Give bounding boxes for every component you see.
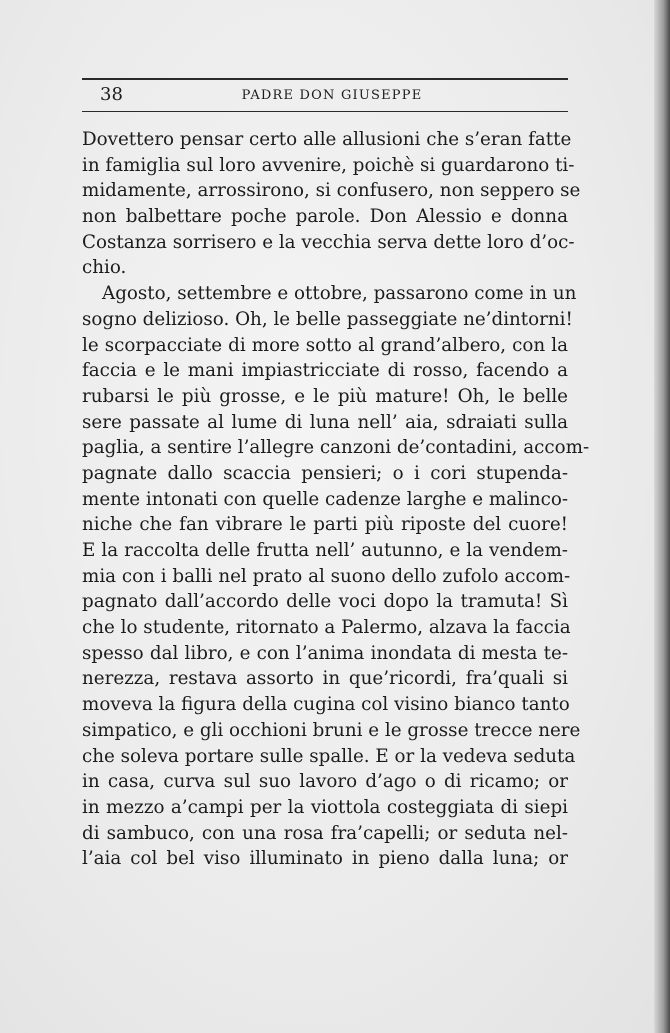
text-line: Agosto, settembre e ottobre, passarono come in un (102, 283, 577, 305)
page-number: 38 (100, 84, 123, 105)
text-line: l’aia col bel viso illuminato in pieno dalla luna; or (82, 848, 568, 870)
text-line: Costanza sorrisero e la vecchia serva dette loro d’oc- (82, 231, 575, 253)
text-line: paglia, a sentire l’allegre canzoni de’contadini, accom- (82, 437, 590, 459)
text-line: faccia e le mani impiastricciate di rosso, facendo a (82, 360, 568, 382)
text-line: rubarsi le più grosse, e le più mature! Oh, le belle (82, 385, 568, 407)
header-rule-bottom (82, 111, 568, 112)
text-line: niche che fan vibrare le parti più riposte del cuore! (82, 514, 568, 536)
page-spine-edge (654, 0, 670, 1033)
text-line: pagnate dallo scaccia pensieri; o i cori stupenda- (82, 462, 568, 484)
text-line: in casa, curva sul suo lavoro d’ago o di ricamo; or (82, 771, 568, 793)
running-title: PADRE DON GIUSEPPE (241, 88, 423, 103)
text-line: Dovettero pensar certo alle allusioni che s’eran fatte (82, 129, 572, 150)
text-line: che lo studente, ritornato a Palermo, alzava la faccia (82, 617, 571, 639)
text-line: le scorpacciate di more sotto al grand’albero, con la (82, 334, 568, 356)
text-line: simpatico, e gli occhioni bruni e le grosse trecce nere (82, 719, 581, 741)
text-line: sere passate al lume di luna nell’ aia, sdraiati sulla (82, 411, 568, 433)
text-line: mente intonati con quelle cadenze larghe e malinco- (82, 488, 569, 510)
text-line: E la raccolta delle frutta nell’ autunno, e la vendem- (82, 540, 568, 561)
text-line: chio. (82, 257, 127, 279)
text-line: pagnato dall’accordo delle voci dopo la tramuta! Sì (82, 591, 568, 613)
text-line: spesso dal libro, e con l’anima inondata di mesta te- (82, 642, 568, 664)
text-line: non balbettare poche parole. Don Alessio e donna (82, 206, 568, 228)
text-line: che soleva portare sulle spalle. E or la vedeva seduta (82, 745, 576, 767)
text-line: mia con i balli nel prato al suono dello zufolo accom- (82, 565, 571, 587)
page-header (82, 78, 568, 118)
text-line: sogno delizioso. Oh, le belle passeggiate ne’dintorni! (82, 308, 573, 330)
text-line: in famiglia sul loro avvenire, poichè si guardarono ti- (82, 154, 575, 176)
text-line: moveva la figura della cugina col visino bianco tanto (82, 694, 570, 716)
text-line: in mezzo a’campi per la viottola costeggiata di siepi (82, 796, 568, 818)
body-text (82, 127, 590, 872)
text-line: di sambuco, con una rosa fra’capelli; or seduta nel- (82, 822, 568, 844)
text-line: midamente, arrossirono, si confusero, non seppero se (82, 180, 581, 202)
header-rule-top (82, 78, 568, 80)
text-line: nerezza, restava assorto in que’ricordi, fra’quali si (82, 668, 568, 690)
